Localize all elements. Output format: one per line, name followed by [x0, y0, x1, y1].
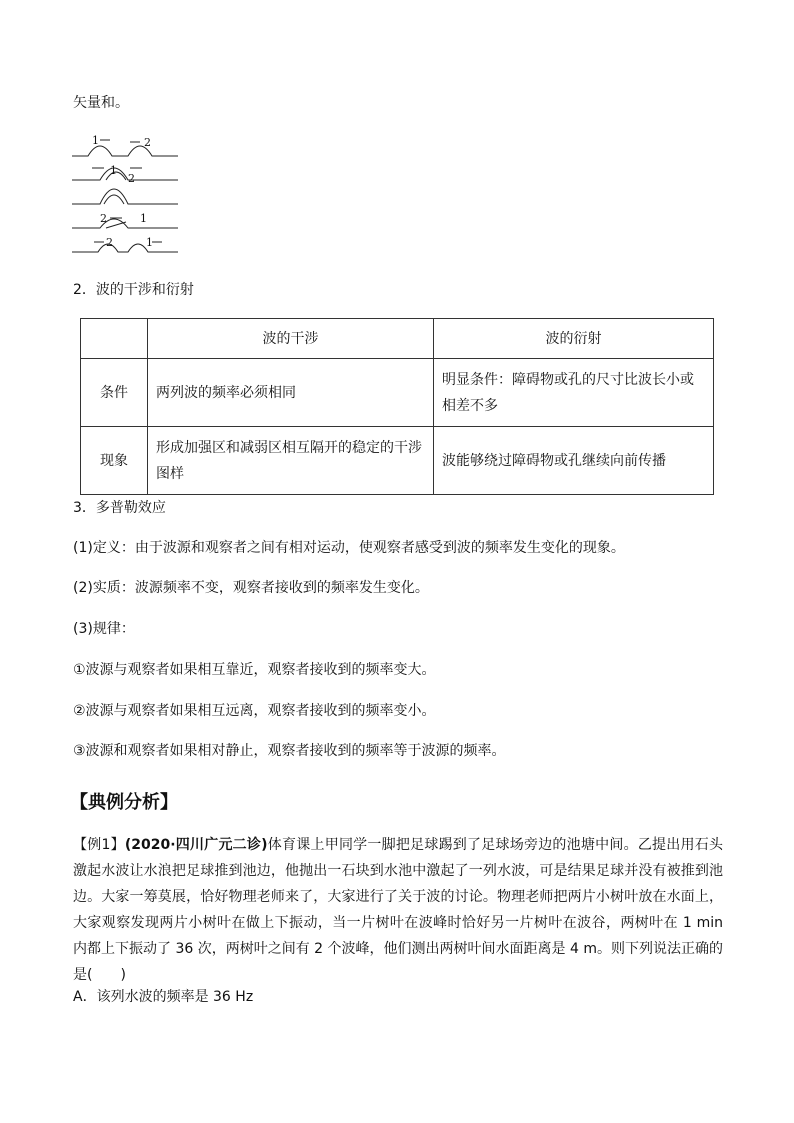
- table-cell: 两列波的频率必须相同: [148, 359, 434, 427]
- doppler-essence: (2)实质：波源频率不变，观察者接收到的频率发生变化。: [73, 580, 429, 596]
- table-row: [81, 427, 714, 495]
- figure-label: 1: [146, 236, 153, 249]
- table-header-cell: 波的干涉: [148, 319, 434, 359]
- table-cell: 明显条件：障碍物或孔的尺寸比波长小或相差不多: [434, 359, 714, 427]
- row-label: 条件: [81, 359, 148, 427]
- table-cell: 波能够绕过障碍物或孔继续向前传播: [434, 427, 714, 495]
- figure-label: 1: [110, 164, 117, 177]
- figure-label: 2: [106, 236, 113, 249]
- doppler-rule: ①波源与观察者如果相互靠近，观察者接收到的频率变大。: [73, 662, 436, 678]
- section3-heading: 3．多普勒效应: [73, 500, 166, 516]
- table-header-row: [81, 319, 714, 359]
- figure-label: 2: [100, 212, 107, 225]
- option-a[interactable]: A．该列水波的频率是 36 Hz: [73, 989, 254, 1005]
- table-header-cell: 波的衍射: [434, 319, 714, 359]
- doppler-definition: (1)定义：由于波源和观察者之间有相对运动，使观察者感受到波的频率发生变化的现象。: [73, 540, 625, 556]
- doppler-rule: ②波源与观察者如果相互远离，观察者接收到的频率变小。: [73, 703, 436, 719]
- intro-text: 矢量和。: [73, 95, 129, 111]
- figure-label: 1: [140, 212, 147, 225]
- section2-heading: 2．波的干涉和衍射: [73, 282, 194, 298]
- table-cell: 形成加强区和减弱区相互隔开的稳定的干涉图样: [148, 427, 434, 495]
- figure-label: 2: [128, 172, 135, 185]
- interference-diffraction-table: [80, 318, 714, 495]
- example-text: 体育课上甲同学一脚把足球踢到了足球场旁边的池塘中间。乙提出用石头激起水波让水浪把足球推到池边，他抛出一石块到水池中激起了一列水波，可是结果足球并没有被推到池边。大家一筹莫展，恰好物理老师来了，大家进行了关于波的讨论。物理老师把两片小树叶放在水面上，大家观察发现两片小树叶在做上下振动，当一片树叶在波峰时恰好另一片树叶在波谷，两树叶在 1 min 内都上下振动了 36 次，两树叶之间有 2 个波峰，他们测出两树叶间水面距离是 4 m。则下列说法正确的是( ): [73, 837, 723, 983]
- example-paragraph: [73, 832, 723, 988]
- example-source: (2020·四川广元二诊): [124, 837, 268, 853]
- example-heading: 【典例分析】: [70, 792, 178, 813]
- example-tag: 【例1】: [73, 837, 125, 853]
- table-row: [81, 359, 714, 427]
- row-label: 现象: [81, 427, 148, 495]
- doppler-rule-title: (3)规律：: [73, 621, 135, 637]
- figure-label: 1: [92, 134, 99, 147]
- wave-superposition-figure: [70, 130, 182, 260]
- doppler-rule: ③波源和观察者如果相对静止，观察者接收到的频率等于波源的频率。: [73, 743, 506, 759]
- table-header-cell: [81, 319, 148, 359]
- figure-label: 2: [144, 136, 151, 149]
